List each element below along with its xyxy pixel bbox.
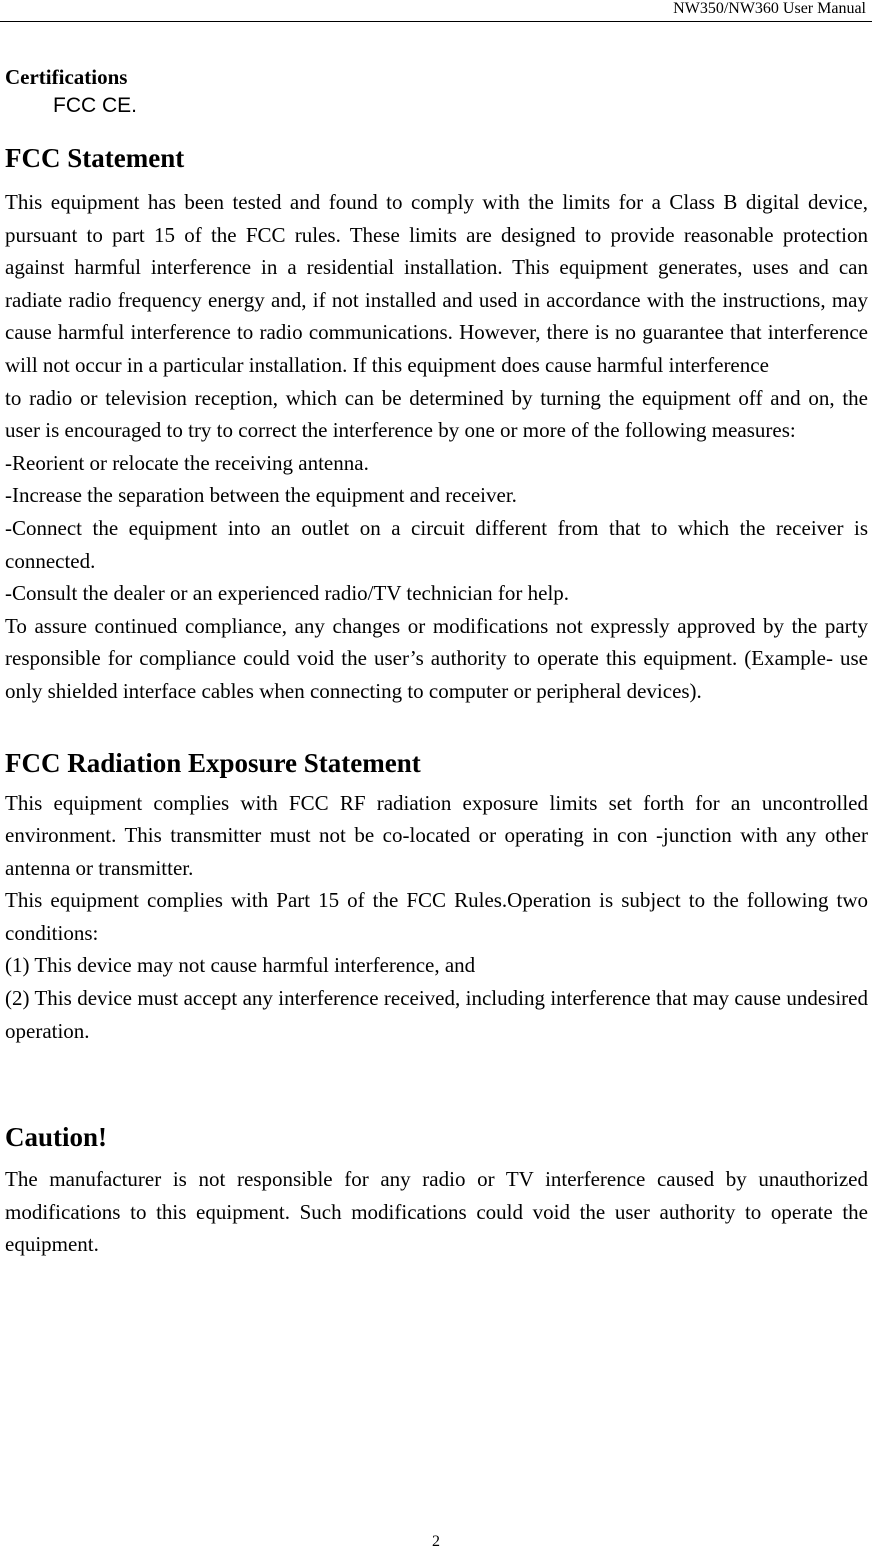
certifications-heading: Certifications: [5, 65, 128, 89]
radiation-exposure-section: [5, 745, 868, 1048]
condition-item-1: (1) This device may not cause harmful interference, and: [5, 953, 476, 978]
caution-paragraph: The manufacturer is not responsible for any radio or TV interference caused by unauthorized modifications to this equipment. Such modifications could void the user authority to operate the equipment.: [5, 1167, 868, 1257]
measure-item-2: -Increase the separation between the equipment and receiver.: [5, 483, 517, 508]
measure-item-4: -Consult the dealer or an experienced radio/TV technician for help.: [5, 581, 570, 606]
condition-item-2: (2) This device must accept any interference received, including interference that may cause undesired operation.: [5, 986, 868, 1043]
fcc-statement-section: [5, 140, 868, 708]
measure-item-3: -Connect the equipment into an outlet on a circuit different from that to which the receiver is connected.: [5, 515, 868, 573]
fcc-statement-heading: FCC Statement: [5, 143, 185, 173]
radiation-paragraph-2: This equipment complies with Part 15 of the FCC Rules.Operation is subject to the following two conditions:: [5, 888, 868, 945]
document-body: [5, 62, 868, 1261]
caution-section: [5, 1119, 868, 1261]
page-header: [0, 0, 872, 22]
fcc-statement-paragraph-3: To assure continued compliance, any changes or modifications not expressly approved by the party responsible for compliance could void the user’s authority to operate this equipment. (Example- use only shielded interface cables when connecting to computer or peripheral devices).: [5, 613, 868, 703]
certifications-section: [5, 62, 868, 120]
measure-item-1: -Reorient or relocate the receiving antenna.: [5, 450, 369, 475]
fcc-statement-paragraph-1: This equipment has been tested and found to comply with the limits for a Class B digital device, pursuant to part 15 of the FCC rules. These limits are designed to provide reasonable protection against harmful interference in a residential installation. This equipment generates, uses and can radiate radio frequency energy and, if not installed and used in accordance with the instructions, may cause harmful interference to radio communications. However, there is no guarantee that interference will not occur in a particular installation. If this equipment does cause harmful interference: [5, 190, 868, 377]
radiation-paragraph-1: This equipment complies with FCC RF radiation exposure limits set forth for an uncontrolled environment. This transmitter must not be co-located or operating in con -junction with any other antenna or transmitter.: [5, 790, 868, 880]
certifications-text: FCC CE.: [53, 94, 137, 117]
header-title: NW350/NW360 User Manual: [673, 0, 866, 17]
fcc-statement-paragraph-2: to radio or television reception, which can be determined by turning the equipment off and on, the user is encouraged to try to correct the interference by one or more of the following measures:: [5, 385, 868, 443]
radiation-exposure-heading: FCC Radiation Exposure Statement: [5, 747, 421, 778]
caution-heading: Caution!: [5, 1122, 108, 1153]
page-number: 2: [432, 1533, 440, 1550]
